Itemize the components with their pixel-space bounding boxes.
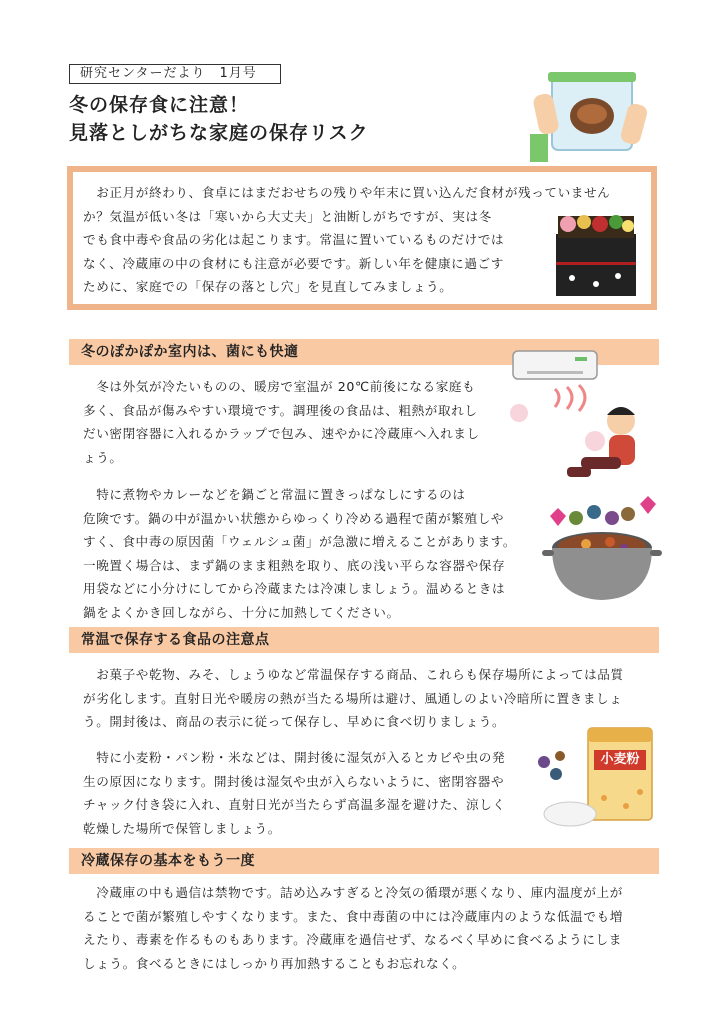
page-title: 冬の保存食に注意！ xyxy=(69,94,250,116)
paragraph-line: ることで菌が繁殖しやすくなります。また、食中毒菌の中には冷蔵庫内のような低温でも増 xyxy=(83,908,623,924)
paragraph-line: 冬は外気が冷たいものの、暖房で室温が 20℃前後になる家庭も xyxy=(83,379,476,394)
paragraph-line: 多く、食品が傷みやすい環境です。調理後の食品は、粗熱が取れし xyxy=(83,402,478,418)
flour-bag-illustration xyxy=(530,722,660,832)
section-warm-room-paragraph-2 xyxy=(83,483,516,624)
paragraph-line: すく、食中毒の原因菌「ウェルシュ菌」が急激に増えることがあります。 xyxy=(83,534,517,549)
intro-paragraph xyxy=(83,181,610,299)
section-heading-warm-room: 冬のぽかぽか室内は、菌にも快適 xyxy=(69,339,659,365)
paragraph-line: う。開封後は、商品の表示に従って保存し、早めに食べ切りましょう。 xyxy=(83,714,506,729)
intro-line: お正月が終わり、食卓にはまだおせちの残りや年末に買い込んだ食材が残っていません xyxy=(83,185,611,200)
intro-line: ために、家庭での「保存の落とし穴」を見直してみましょう。 xyxy=(83,279,453,294)
issue-tag: 研究センターだより 1月号 xyxy=(69,64,281,84)
paragraph-line: 危険です。鍋の中が温かい状態からゆっくり冷める過程で菌が繁殖しや xyxy=(83,510,505,526)
paragraph-line: 一晩置く場合は、まず鍋のまま粗熱を取り、底の浅い平らな容器や保存 xyxy=(83,557,506,573)
paragraph-line: えたり、毒素を作るものもあります。冷蔵庫を過信せず、なるべく早めに食べるようにしま xyxy=(83,932,622,947)
intro-line: でも食中毒や食品の劣化は起こります。常温に置いているものだけでは xyxy=(83,232,505,247)
section-heading-refrigeration: 冷蔵保存の基本をもう一度 xyxy=(69,848,659,874)
paragraph-line: 用袋などに小分けにしてから冷蔵または冷凍しましょう。温めるときは xyxy=(83,581,506,596)
section-heading-room-temp: 常温で保存する食品の注意点 xyxy=(69,627,659,653)
section-warm-room-paragraph-1 xyxy=(83,375,480,469)
pot-with-germs-illustration xyxy=(540,492,664,606)
page-subtitle: 見落としがちな家庭の保存リスク xyxy=(69,122,369,144)
paragraph-line: 特に煮物やカレーなどを鍋ごと常温に置きっぱなしにするのは xyxy=(83,487,466,502)
paragraph-line: 生の原因になります。開封後は湿気や虫が入らないように、密閉容器や xyxy=(83,773,505,789)
air-conditioner-person-illustration xyxy=(505,349,655,499)
intro-line: なく、冷蔵庫の中の食材にも注意が必要です。新しい年を健康に過ごす xyxy=(83,255,504,271)
paragraph-line: だい密閉容器に入れるかラップで包み、速やかに冷蔵庫へ入れまし xyxy=(83,426,480,441)
paragraph-line: お菓子や乾物、みそ、しょうゆなど常温保存する商品、これらも保存場所によっては品質 xyxy=(83,667,624,682)
food-bag-illustration xyxy=(528,64,654,164)
intro-line: か？気温が低い冬は「寒いから大丈夫」と油断しがちですが、実は冬 xyxy=(83,208,492,224)
paragraph-line: 冷蔵庫の中も過信は禁物です。詰め込みすぎると冷気の循環が悪くなり、庫内温度が上が xyxy=(83,885,623,900)
paragraph-line: チャック付き袋に入れ、直射日光が当たらず高温多湿を避けた、涼しく xyxy=(83,797,506,812)
paragraph-line: が劣化します。直射日光や暖房の熱が当たる場所は避け、風通しのよい冷暗所に置きましょ xyxy=(83,690,623,706)
paragraph-line: しょう。食べるときにはしっかり再加熱することもお忘れなく。 xyxy=(83,955,466,971)
osechi-box-illustration xyxy=(548,204,644,300)
paragraph-line: 鍋をよくかき回しながら、十分に加熱してください。 xyxy=(83,604,400,620)
paragraph-line: 乾燥した場所で保管しましょう。 xyxy=(83,820,281,836)
paragraph-line: 特に小麦粉・パン粉・米などは、開封後に湿気が入るとカビや虫の発 xyxy=(83,750,506,765)
flour-label: 小麦粉 xyxy=(594,750,646,770)
section-refrigeration-paragraph-1 xyxy=(83,881,623,975)
paragraph-line: ょう。 xyxy=(83,449,123,465)
section-room-temp-paragraph-2 xyxy=(83,746,506,840)
